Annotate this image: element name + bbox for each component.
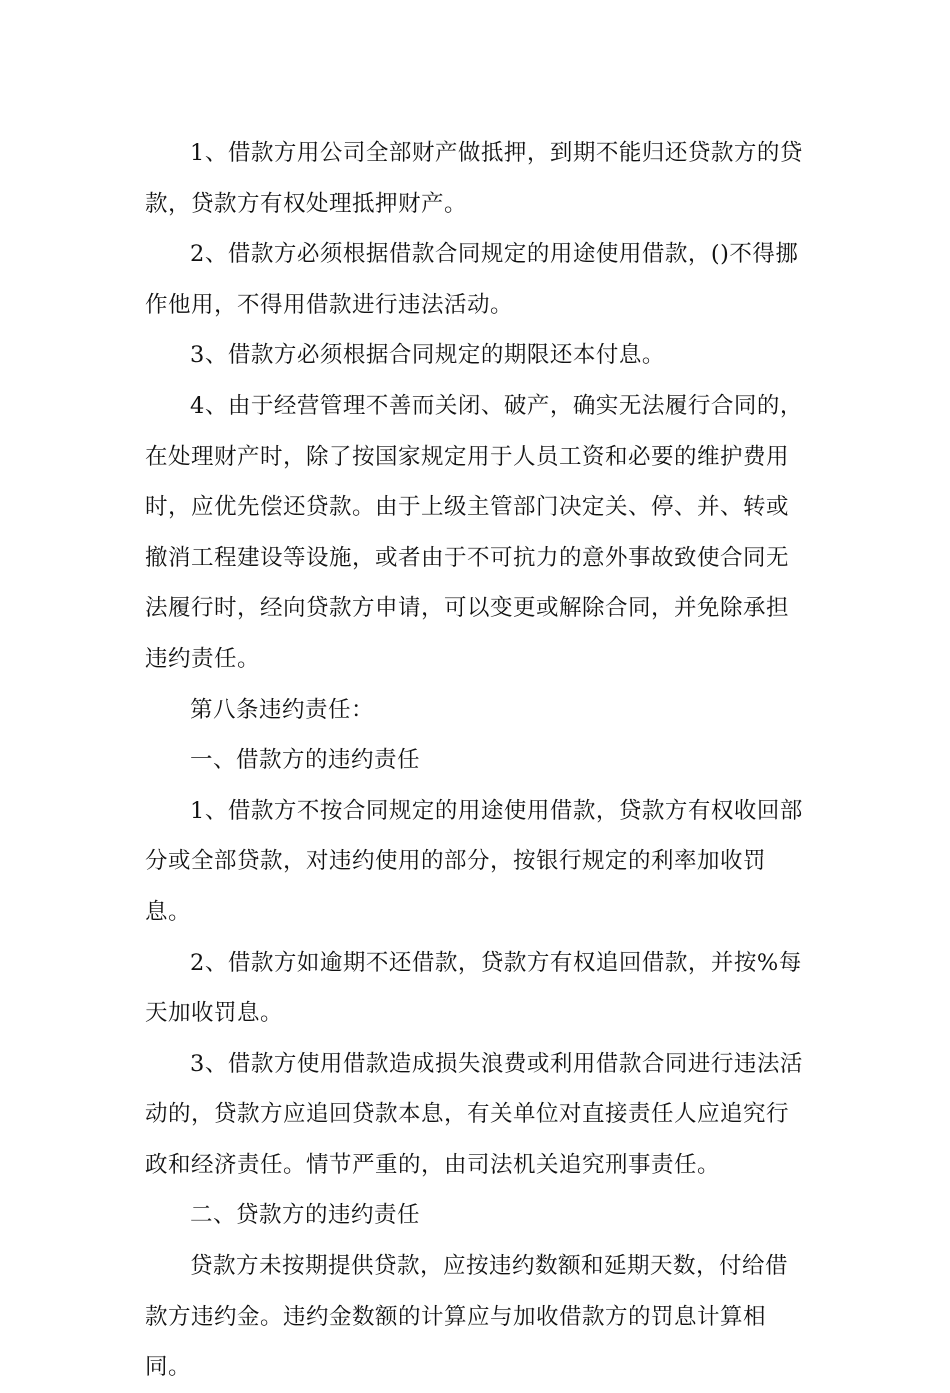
paragraph-misuse-penalty: 1、借款方不按合同规定的用途使用借款，贷款方有权收回部分或全部贷款，对违约使用的部分，按银行规定的利率加收罚息。: [145, 797, 803, 925]
lender-liability-heading: 二、贷款方的违约责任: [190, 1202, 421, 1229]
paragraph-bankruptcy-clause: 4、由于经营管理不善而关闭、破产，确实无法履行合同的，在处理财产时，除了按国家规定用于人员工资和必要的维护费用时，应优先偿还贷款。由于上级主管部门决定关、停、并、转或撤消工程建设等设施，或者由于不可抗力的意外事故致使合同无法履行时，经向贷款方申请，可以变更或解除合同，并免除承担违约责任。: [145, 392, 803, 672]
borrower-liability-heading: 一、借款方的违约责任: [190, 747, 421, 774]
paragraph-illegal-use-penalty: 3、借款方使用借款造成损失浪费或利用借款合同进行违法活动的，贷款方应追回贷款本息，有关单位对直接责任人应追究行政和经济责任。情节严重的，由司法机关追究刑事责任。: [145, 1050, 803, 1178]
article-eight-heading: 第八条违约责任：: [190, 696, 375, 723]
document-body: [145, 128, 810, 1393]
paragraph-overdue-penalty: 2、借款方如逾期不还借款，贷款方有权追回借款，并按%每天加收罚息。: [145, 949, 802, 1027]
paragraph-repayment-clause: 3、借款方必须根据合同规定的期限还本付息。: [190, 342, 665, 369]
paragraph-loan-usage-clause: 2、借款方必须根据借款合同规定的用途使用借款，()不得挪作他用，不得用借款进行违法活动。: [145, 241, 799, 318]
paragraph-lender-penalty: 贷款方未按期提供贷款，应按违约数额和延期天数，付给借款方违约金。违约金数额的计算应与加收借款方的罚息计算相同。: [145, 1253, 789, 1381]
paragraph-mortgage-clause: 1、借款方用公司全部财产做抵押，到期不能归还贷款方的贷款，贷款方有权处理抵押财产。: [145, 140, 803, 217]
